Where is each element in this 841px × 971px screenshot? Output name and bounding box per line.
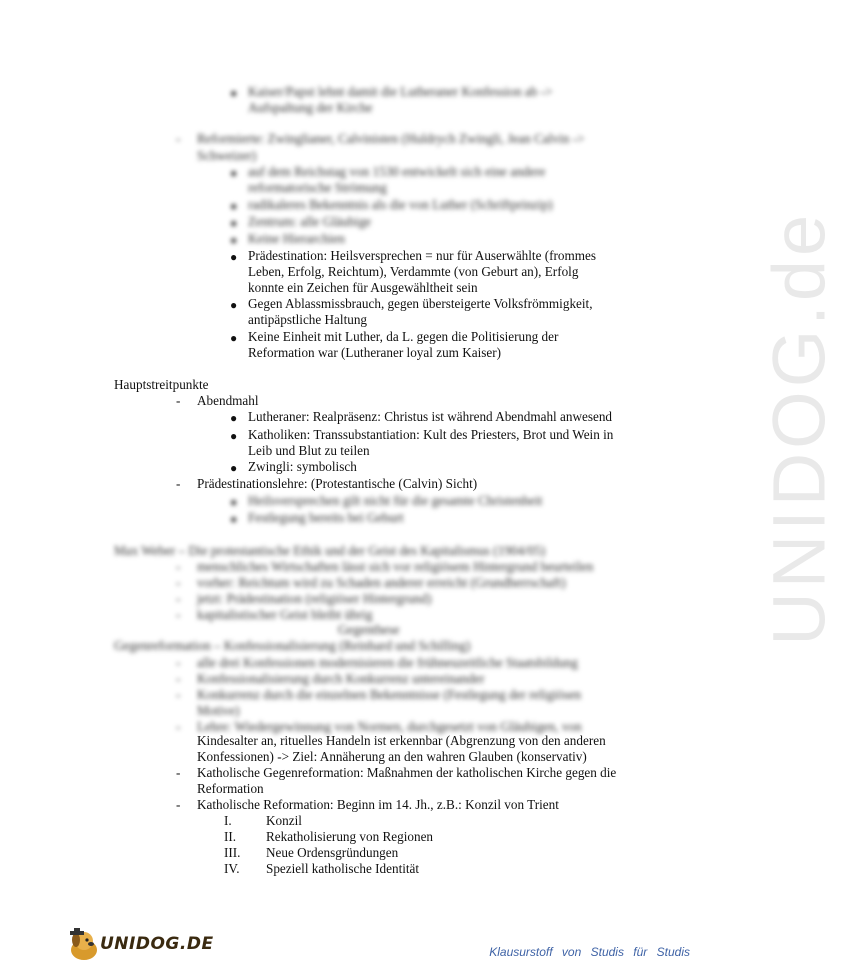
list-item: Rekatholisierung von Regionen bbox=[266, 829, 434, 844]
text-line: Leben, Erfolg, Reichtum), Verdammte (von Geburt an), Erfolg bbox=[248, 264, 579, 279]
blurred-line: Gegenthese bbox=[338, 622, 400, 637]
bullet-icon: ● bbox=[230, 166, 238, 180]
blurred-line: Lehre: Wiedergewinnung von Normen, durchgesetzt von Gläubigen, von bbox=[197, 719, 582, 734]
blurred-line: Max Weber – Die protestantische Ethik und der Geist des Kapitalismus (1904/05) bbox=[114, 543, 546, 558]
blurred-line: radikaleres Bekenntnis als die von Luther (Schriftprinzip) bbox=[248, 197, 553, 212]
list-item: Speziell katholische Identität bbox=[266, 861, 420, 876]
bullet-icon: ● bbox=[230, 199, 238, 213]
blurred-line: Konfessionalisierung durch Konkurrenz untereinander bbox=[197, 671, 485, 686]
dash-icon: - bbox=[176, 719, 181, 734]
bullet-icon: ● bbox=[230, 411, 238, 425]
bullet-icon: ● bbox=[230, 216, 238, 230]
text-line: Gegen Ablassmissbrauch, gegen übersteigerte Volksfrömmigkeit, bbox=[248, 296, 593, 311]
dash-icon: - bbox=[176, 671, 181, 686]
text-line: Reformation bbox=[197, 781, 264, 796]
blurred-line: alle drei Konfessionen modernisieren die frühneuzeitliche Staatsbildung bbox=[197, 655, 578, 670]
text-line: konnte ein Zeichen für Ausgewähltheit sein bbox=[248, 280, 478, 295]
roman-numeral: I. bbox=[224, 813, 232, 828]
dash-icon: - bbox=[176, 591, 181, 606]
bullet-icon: ● bbox=[230, 495, 238, 509]
text-line: antipäpstliche Haltung bbox=[248, 312, 368, 327]
watermark: UNIDOG.de bbox=[757, 210, 841, 646]
dash-icon: - bbox=[176, 393, 181, 408]
text-line: Keine Einheit mit Luther, da L. gegen die Politisierung der bbox=[248, 329, 559, 344]
text-line: Prädestinationslehre: (Protestantische (Calvin) Sicht) bbox=[197, 476, 478, 491]
dash-icon: - bbox=[176, 131, 181, 146]
blurred-line: reformatorische Strömung bbox=[248, 180, 387, 195]
bullet-icon: ● bbox=[230, 233, 238, 247]
dog-logo-icon bbox=[64, 928, 104, 962]
text-line: Konfessionen) -> Ziel: Annäherung an den wahren Glauben (konservativ) bbox=[197, 749, 587, 764]
blurred-line: kapitalistischer Geist bleibt übrig bbox=[197, 607, 373, 622]
blurred-line: menschliches Wirtschaften lässt sich vor religiösem Hintergrund beurteilen bbox=[197, 559, 594, 574]
dash-icon: - bbox=[176, 607, 181, 622]
text-line: Katholische Reformation: Beginn im 14. Jh., z.B.: Konzil von Trient bbox=[197, 797, 559, 812]
bullet-icon: ● bbox=[230, 298, 238, 312]
roman-numeral: IV. bbox=[224, 861, 240, 876]
blurred-line: Konkurrenz durch die einzelnen Bekenntnisse (Festlegung der religiösen bbox=[197, 687, 582, 702]
blurred-line: Schweizer) bbox=[197, 148, 257, 163]
text-line: Leib und Blut zu teilen bbox=[248, 443, 370, 458]
text-line: Zwingli: symbolisch bbox=[248, 459, 357, 474]
bullet-icon: ● bbox=[230, 429, 238, 443]
bullet-icon: ● bbox=[230, 250, 238, 264]
blurred-line: auf dem Reichstag von 1530 entwickelt sich eine andere bbox=[248, 164, 546, 179]
blurred-line: Zentrum: alle Gläubige bbox=[248, 214, 372, 229]
list-item: Konzil bbox=[266, 813, 302, 828]
blurred-line: jetzt: Prädestination (religiöser Hintergrund) bbox=[197, 591, 432, 606]
text-line: Abendmahl bbox=[197, 393, 259, 408]
blurred-line: Keine Hierarchien bbox=[248, 231, 346, 246]
blurred-line: Kaiser/Papst lehnt damit die Lutheraner Konfession ab -> bbox=[248, 84, 553, 99]
blurred-line: Reformierte: Zwinglianer, Calvinisten (Huldrych Zwingli, Jean Calvin -> bbox=[197, 131, 585, 146]
dash-icon: - bbox=[176, 687, 181, 702]
section-heading: Hauptstreitpunkte bbox=[114, 377, 209, 392]
text-line: Kindesalter an, rituelles Handeln ist erkennbar (Abgrenzung von den anderen bbox=[197, 733, 606, 748]
roman-numeral: III. bbox=[224, 845, 241, 860]
bullet-icon: ● bbox=[230, 331, 238, 345]
text-line: Prädestination: Heilsversprechen = nur für Auserwählte (frommes bbox=[248, 248, 597, 263]
dash-icon: - bbox=[176, 765, 181, 780]
roman-numeral: II. bbox=[224, 829, 237, 844]
list-item: Neue Ordensgründungen bbox=[266, 845, 399, 860]
blurred-line: Motive) bbox=[197, 703, 240, 718]
dash-icon: - bbox=[176, 559, 181, 574]
bullet-icon: ● bbox=[230, 86, 238, 100]
blurred-line: Aufspaltung der Kirche bbox=[248, 100, 373, 115]
text-line: Katholische Gegenreformation: Maßnahmen der katholischen Kirche gegen die bbox=[197, 765, 617, 780]
dash-icon: - bbox=[176, 476, 181, 491]
blurred-line: Gegenreformation – Konfessionalisierung (Reinhard und Schilling) bbox=[114, 638, 471, 653]
dash-icon: - bbox=[176, 655, 181, 670]
logo-text: UNIDOG.DE bbox=[100, 934, 214, 954]
bullet-icon: ● bbox=[230, 461, 238, 475]
dash-icon: - bbox=[176, 575, 181, 590]
blurred-line: Heilsversprechen gilt nicht für die gesamte Christenheit bbox=[248, 493, 543, 508]
blurred-line: Festlegung bereits bei Geburt bbox=[248, 510, 404, 525]
bullet-icon: ● bbox=[230, 512, 238, 526]
text-line: Katholiken: Transsubstantiation: Kult des Priesters, Brot und Wein in bbox=[248, 427, 614, 442]
dash-icon: - bbox=[176, 797, 181, 812]
text-line: Reformation war (Lutheraner loyal zum Kaiser) bbox=[248, 345, 502, 360]
footer-slogan: Klausurstoff von Studis für Studis bbox=[489, 945, 690, 959]
blurred-line: vorher: Reichtum wird zu Schaden anderer erreicht (Grundherrschaft) bbox=[197, 575, 566, 590]
text-line: Lutheraner: Realpräsenz: Christus ist während Abendmahl anwesend bbox=[248, 409, 613, 424]
